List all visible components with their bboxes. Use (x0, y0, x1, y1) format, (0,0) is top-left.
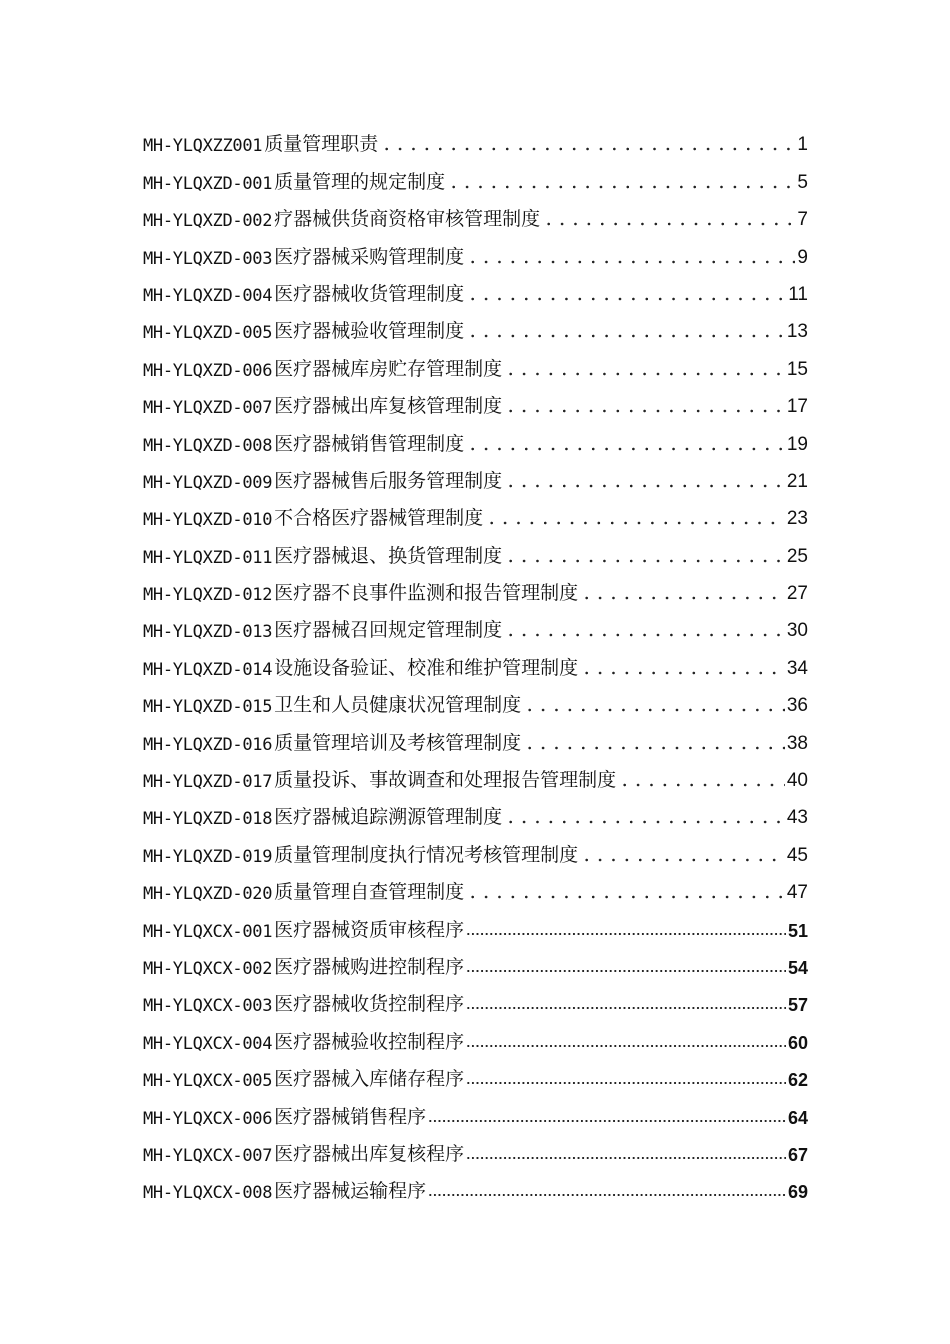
toc-entry[interactable] (143, 1129, 808, 1166)
toc-entry-code: MH-YLQXCX-003 (143, 996, 273, 1017)
toc-entry-code: MH-YLQXZD-009 (143, 472, 273, 493)
toc-entry-title: 疗器械供货商资格审核管理制度 (274, 208, 541, 231)
toc-entry-page-number: 60 (787, 1032, 808, 1053)
toc-dot-leader (580, 858, 785, 862)
toc-entry[interactable] (143, 306, 808, 343)
toc-entry[interactable] (143, 194, 808, 231)
toc-entry-title: 医疗器械出库复核程序 (274, 1142, 465, 1165)
toc-entry-title: 医疗器械销售管理制度 (274, 432, 465, 455)
toc-dot-leader (504, 372, 785, 376)
toc-entry[interactable] (143, 1054, 808, 1091)
toc-dot-leader (466, 932, 786, 936)
toc-entry[interactable] (143, 605, 808, 642)
toc-entry[interactable] (143, 1166, 808, 1203)
toc-entry[interactable] (143, 381, 808, 418)
toc-entry[interactable] (143, 979, 808, 1016)
toc-entry-title: 医疗器械售后服务管理制度 (274, 469, 503, 492)
toc-entry[interactable] (143, 568, 808, 605)
toc-dot-leader (466, 260, 795, 264)
table-of-contents (143, 119, 808, 1203)
toc-entry-page-number: 38 (786, 732, 808, 754)
toc-entry-title: 设施设备验证、校准和维护管理制度 (274, 656, 579, 679)
toc-dot-leader (428, 1119, 786, 1123)
toc-entry-code: MH-YLQXCX-007 (143, 1145, 273, 1166)
toc-dot-leader (580, 671, 785, 675)
toc-dot-leader (523, 708, 785, 712)
toc-entry[interactable] (143, 343, 808, 380)
toc-entry-title: 医疗器械销售程序 (274, 1105, 427, 1128)
toc-dot-leader (542, 222, 795, 226)
toc-entry-code: MH-YLQXZD-013 (143, 622, 273, 643)
toc-entry[interactable] (143, 717, 808, 754)
toc-entry[interactable] (143, 642, 808, 679)
toc-entry-page-number: 30 (786, 620, 808, 642)
toc-dot-leader (618, 783, 785, 787)
toc-entry-code: MH-YLQXCX-002 (143, 958, 273, 979)
toc-entry-code: MH-YLQXZD-017 (143, 772, 273, 793)
toc-dot-leader (466, 1156, 786, 1160)
toc-entry[interactable] (143, 680, 808, 717)
toc-dot-leader (523, 746, 785, 750)
toc-entry-title: 质量管理培训及考核管理制度 (274, 731, 522, 754)
toc-entry[interactable] (143, 755, 808, 792)
toc-entry-code: MH-YLQXCX-001 (143, 921, 273, 942)
toc-entry-code: MH-YLQXZD-015 (143, 697, 273, 718)
toc-dot-leader (447, 185, 795, 189)
toc-entry-page-number: 47 (786, 882, 808, 904)
toc-dot-leader (428, 1193, 786, 1197)
toc-entry-page-number: 17 (786, 396, 808, 418)
toc-dot-leader (466, 1044, 786, 1048)
toc-dot-leader (504, 633, 785, 637)
toc-entry-title: 医疗器械库房贮存管理制度 (274, 357, 503, 380)
toc-entry-page-number: 5 (797, 171, 808, 193)
toc-entry-code: MH-YLQXCX-004 (143, 1033, 273, 1054)
toc-entry-page-number: 34 (786, 657, 808, 679)
toc-entry[interactable] (143, 1091, 808, 1128)
toc-dot-leader (466, 334, 785, 338)
toc-entry-page-number: 57 (787, 995, 808, 1016)
toc-dot-leader (466, 447, 785, 451)
toc-entry-title: 医疗器械购进控制程序 (274, 955, 465, 978)
toc-dot-leader (466, 895, 785, 899)
toc-entry-title: 医疗器械收货管理制度 (274, 282, 465, 305)
toc-entry-page-number: 1 (797, 134, 808, 156)
toc-entry-code: MH-YLQXZD-002 (143, 211, 273, 232)
toc-entry-page-number: 9 (797, 246, 808, 268)
toc-entry-code: MH-YLQXZD-006 (143, 360, 273, 381)
toc-entry-page-number: 40 (786, 770, 808, 792)
toc-dot-leader (485, 521, 785, 525)
toc-entry[interactable] (143, 119, 808, 156)
toc-entry-title: 医疗器械入库储存程序 (274, 1068, 465, 1091)
toc-entry-code: MH-YLQXZD-005 (143, 323, 273, 344)
toc-dot-leader (380, 147, 795, 151)
toc-entry-code: MH-YLQXZD-008 (143, 435, 273, 456)
toc-entry-page-number: 27 (786, 583, 808, 605)
toc-entry-page-number: 45 (786, 844, 808, 866)
toc-entry-page-number: 15 (786, 358, 808, 380)
toc-entry-title: 医疗器械退、换货管理制度 (274, 544, 503, 567)
toc-entry-title: 质量管理的规定制度 (274, 170, 446, 193)
toc-entry-code: MH-YLQXZD-011 (143, 547, 273, 568)
toc-entry-code: MH-YLQXZD-012 (143, 585, 273, 606)
toc-entry[interactable] (143, 418, 808, 455)
toc-entry-page-number: 64 (787, 1107, 808, 1128)
toc-entry-title: 医疗器械验收管理制度 (274, 320, 465, 343)
toc-entry[interactable] (143, 530, 808, 567)
toc-entry-code: MH-YLQXZD-010 (143, 510, 273, 531)
toc-entry-page-number: 62 (787, 1070, 808, 1091)
toc-entry-code: MH-YLQXZD-007 (143, 398, 273, 419)
toc-dot-leader (466, 1081, 786, 1085)
toc-entry-page-number: 21 (786, 470, 808, 492)
toc-entry-title: 医疗器械验收控制程序 (274, 1030, 465, 1053)
toc-entry-page-number: 13 (786, 321, 808, 343)
toc-entry-code: MH-YLQXZD-016 (143, 734, 273, 755)
toc-entry-title: 不合格医疗器械管理制度 (274, 507, 484, 530)
toc-entry-title: 质量管理制度执行情况考核管理制度 (274, 843, 579, 866)
toc-dot-leader (504, 559, 785, 563)
toc-entry-page-number: 25 (786, 545, 808, 567)
toc-dot-leader (466, 1006, 786, 1010)
toc-entry[interactable] (143, 231, 808, 268)
toc-entry[interactable] (143, 1016, 808, 1053)
toc-entry[interactable] (143, 493, 808, 530)
toc-entry-title: 卫生和人员健康状况管理制度 (274, 694, 522, 717)
toc-entry-code: MH-YLQXZD-018 (143, 809, 273, 830)
toc-entry[interactable] (143, 156, 808, 193)
toc-entry-code: MH-YLQXZD-014 (143, 659, 273, 680)
toc-entry-page-number: 23 (786, 508, 808, 530)
toc-entry-page-number: 51 (787, 920, 808, 941)
toc-entry-page-number: 54 (787, 957, 808, 978)
toc-dot-leader (580, 596, 785, 600)
toc-entry-title: 医疗器械出库复核管理制度 (274, 395, 503, 418)
toc-entry[interactable] (143, 269, 808, 306)
toc-entry[interactable] (143, 456, 808, 493)
toc-entry-page-number: 19 (786, 433, 808, 455)
toc-entry-page-number: 7 (797, 209, 808, 231)
toc-entry-page-number: 69 (787, 1182, 808, 1203)
toc-entry-title: 医疗器械召回规定管理制度 (274, 619, 503, 642)
toc-dot-leader (466, 297, 786, 301)
toc-entry-title: 医疗器不良事件监测和报告管理制度 (274, 582, 579, 605)
toc-entry-title: 质量管理自查管理制度 (274, 881, 465, 904)
toc-dot-leader (466, 969, 786, 973)
toc-entry[interactable] (143, 904, 808, 941)
toc-entry-title: 医疗器械资质审核程序 (274, 918, 465, 941)
toc-entry-code: MH-YLQXCX-008 (143, 1183, 273, 1204)
toc-entry-page-number: 36 (786, 695, 808, 717)
toc-entry[interactable] (143, 792, 808, 829)
toc-entry-code: MH-YLQXCX-006 (143, 1108, 273, 1129)
toc-entry-page-number: 67 (787, 1144, 808, 1165)
toc-entry-title: 质量管理职责 (264, 133, 379, 156)
toc-entry[interactable] (143, 942, 808, 979)
toc-entry-code: MH-YLQXZD-001 (143, 173, 273, 194)
toc-entry-page-number: 11 (788, 283, 808, 305)
toc-entry-code: MH-YLQXZD-020 (143, 884, 273, 905)
toc-entry-code: MH-YLQXZD-019 (143, 846, 273, 867)
toc-dot-leader (504, 820, 785, 824)
toc-entry-page-number: 43 (786, 807, 808, 829)
toc-dot-leader (504, 484, 785, 488)
toc-entry-code: MH-YLQXZD-003 (143, 248, 273, 269)
toc-entry-title: 医疗器械收货控制程序 (274, 993, 465, 1016)
toc-entry[interactable] (143, 867, 808, 904)
toc-entry[interactable] (143, 829, 808, 866)
toc-entry-title: 医疗器械追踪溯源管理制度 (274, 806, 503, 829)
toc-entry-code: MH-YLQXZD-004 (143, 285, 273, 306)
toc-entry-title: 质量投诉、事故调查和处理报告管理制度 (274, 769, 617, 792)
toc-entry-code: MH-YLQXCX-005 (143, 1071, 273, 1092)
toc-entry-title: 医疗器械运输程序 (274, 1180, 427, 1203)
toc-entry-title: 医疗器械采购管理制度 (274, 245, 465, 268)
toc-dot-leader (504, 409, 785, 413)
toc-entry-code: MH-YLQXZZ001 (143, 136, 263, 157)
